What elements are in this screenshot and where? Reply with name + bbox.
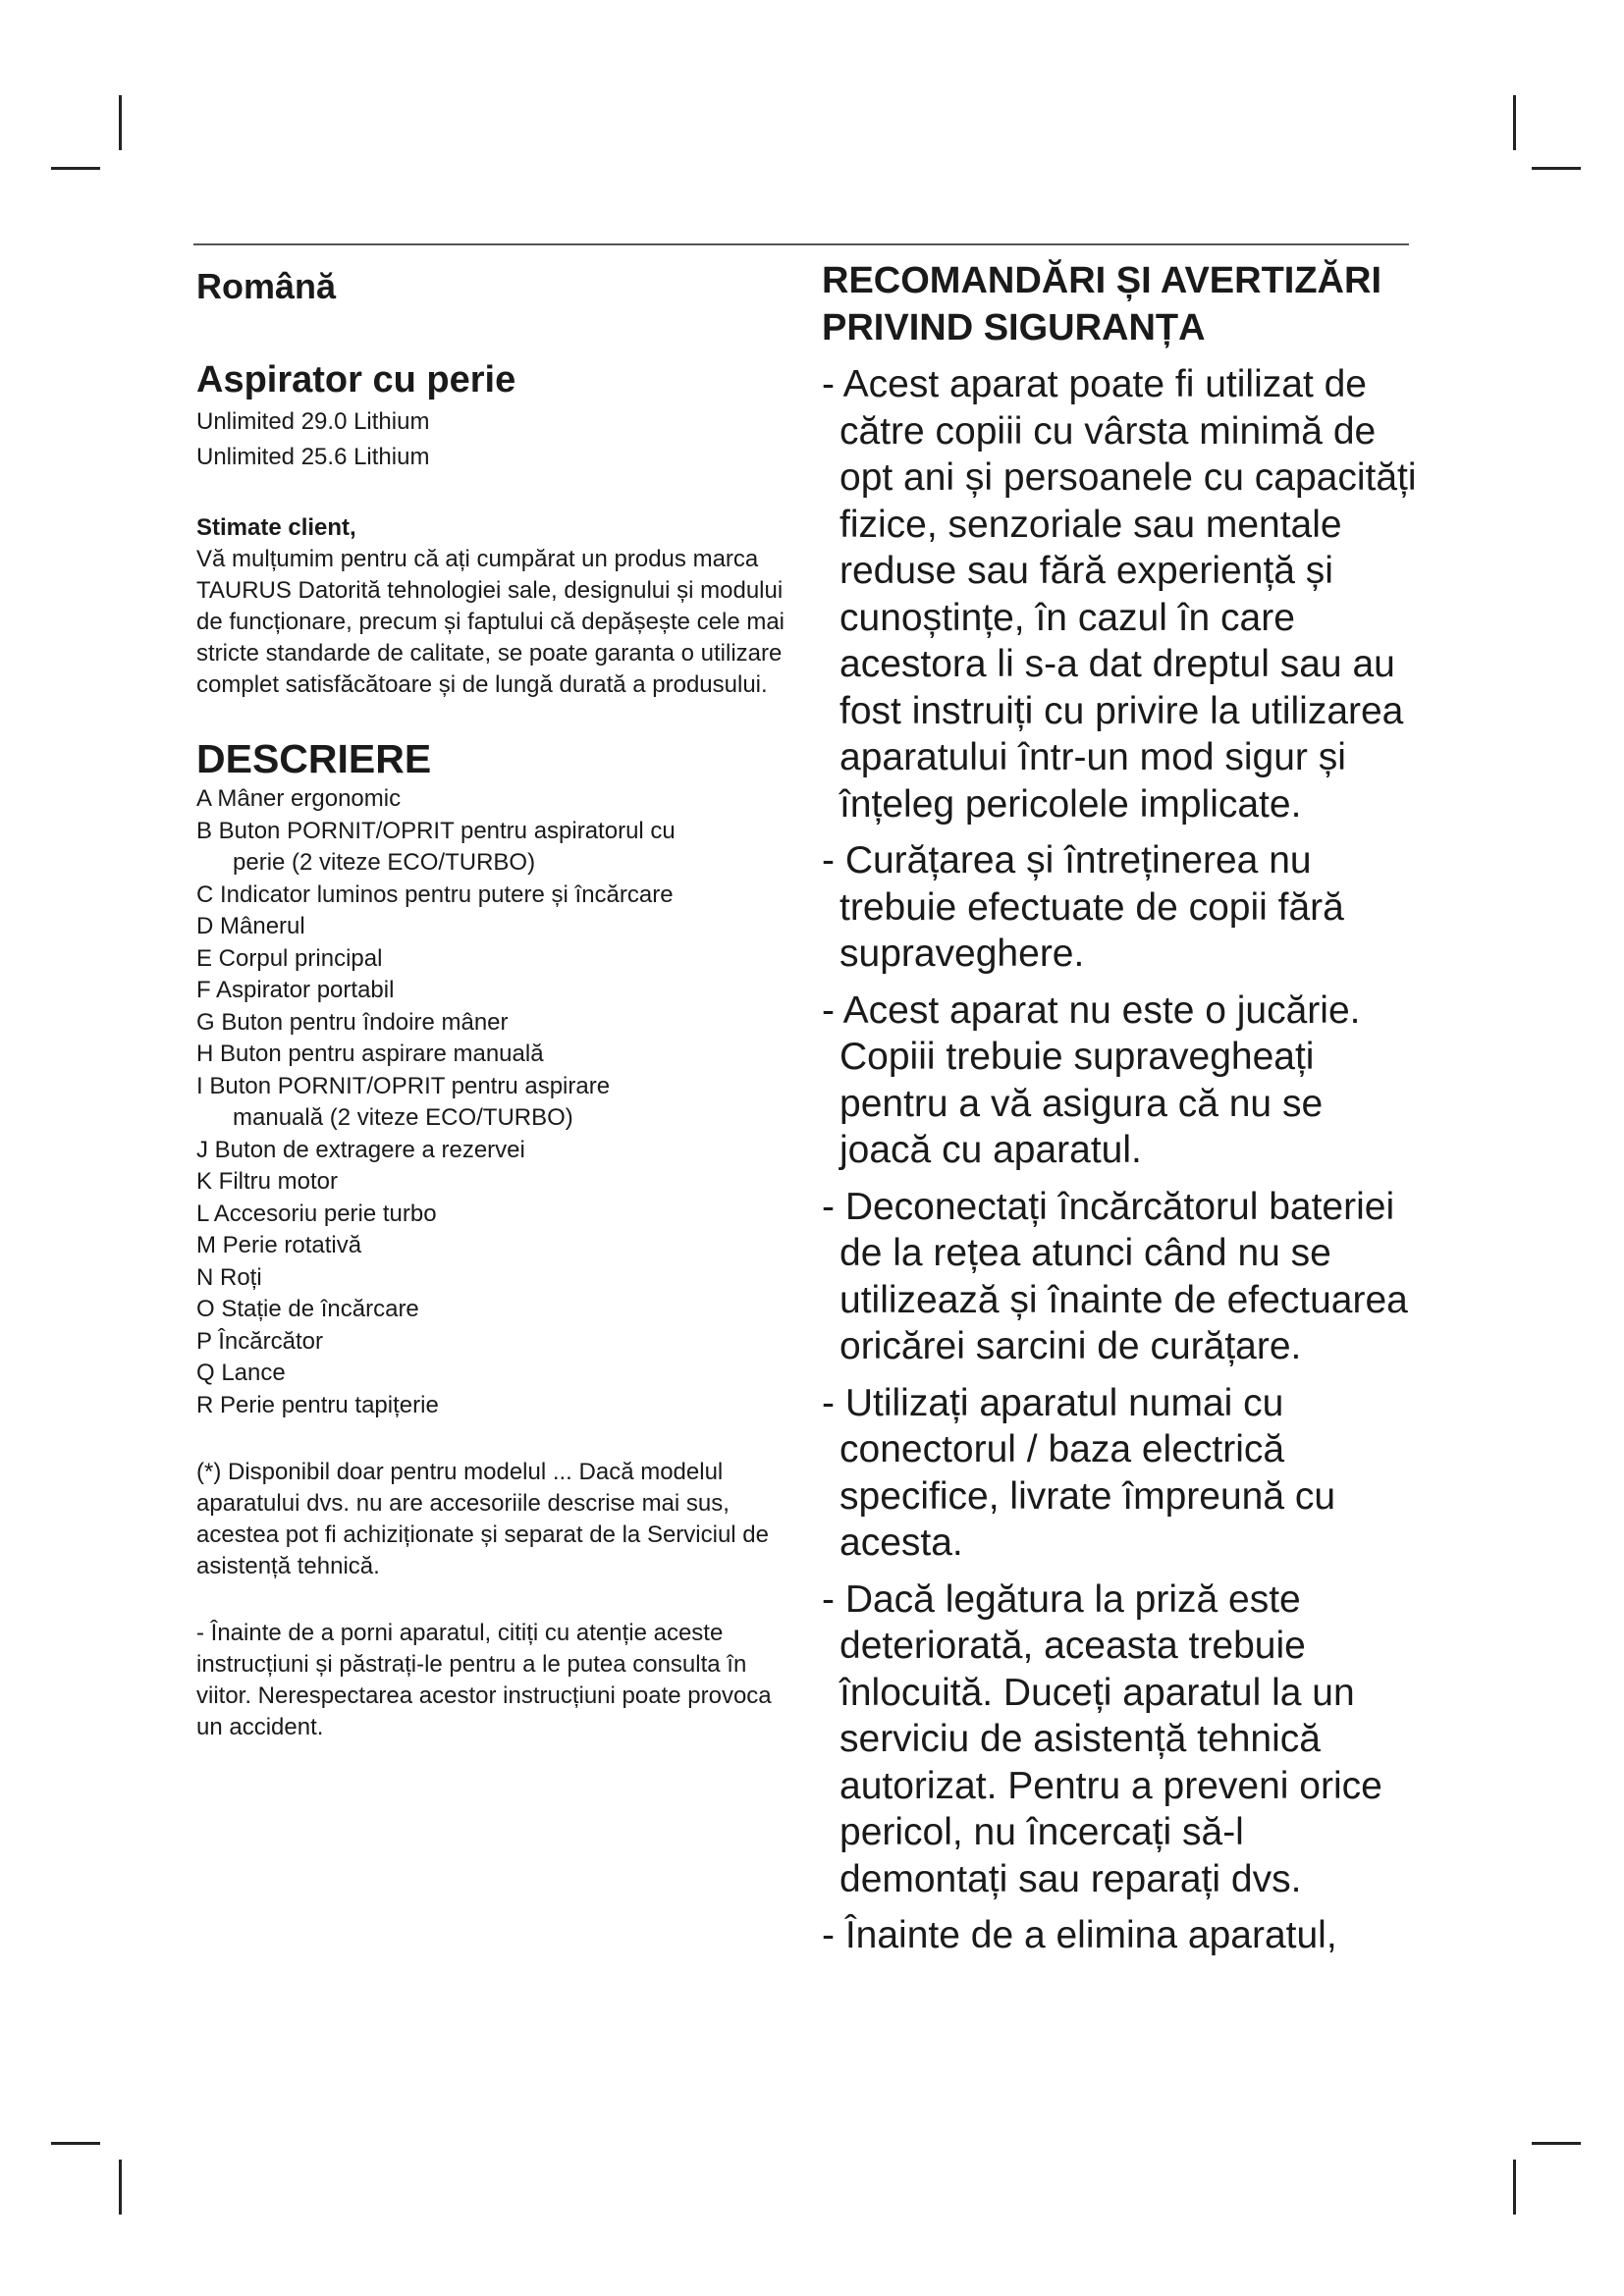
- crop-mark-bottom-left-horizontal: [51, 2142, 100, 2145]
- parts-list-item: O Stație de încărcare: [196, 1296, 419, 1322]
- description-heading: DESCRIERE: [196, 736, 432, 781]
- salutation: Stimate client,: [196, 514, 356, 541]
- parts-list-item: R Perie pentru tapițerie: [196, 1391, 439, 1418]
- parts-list-item: A Mâner ergonomic: [196, 785, 402, 812]
- parts-list-item: Q Lance: [196, 1360, 286, 1386]
- safety-heading: RECOMANDĂRI ȘI AVERTIZĂRI PRIVIND SIGURANȚA: [822, 260, 1381, 348]
- left-column: [196, 263, 795, 1743]
- parts-list-item: M Perie rotativă: [196, 1232, 362, 1258]
- safety-rule: - Curățarea și întreținerea nu trebuie efectuate de copii fără supraveghere.: [822, 839, 1344, 975]
- parts-list-item: G Buton pentru îndoire mâner: [196, 1008, 509, 1036]
- parts-list-item: I Buton PORNIT/OPRIT pentru aspirare manuală (2 viteze ECO/TURBO): [196, 1072, 611, 1131]
- parts-list-item: F Aspirator portabil: [196, 977, 395, 1003]
- model-name: Unlimited 25.6 Lithium: [196, 444, 430, 470]
- safety-rule: - Dacă legătura la priză este deteriorată, aceasta trebuie înlocuită. Duceți aparatul la un serviciu de asistență tehnică autorizat. Pentru a preveni orice pericol, nu încercați să-l demontați sau reparați dvs.: [822, 1577, 1382, 1900]
- parts-list-item: E Corpul principal: [196, 944, 383, 972]
- parts-list-item: D Mânerul: [196, 913, 305, 939]
- crop-mark-top-right-vertical: [1513, 95, 1516, 150]
- parts-list-item: H Buton pentru aspirare manuală: [196, 1041, 544, 1067]
- crop-mark-bottom-right-vertical: [1513, 2160, 1516, 2215]
- crop-mark-top-left-horizontal: [51, 167, 100, 170]
- safety-rule: - Acest aparat nu este o jucărie. Copiii trebuie supravegheați pentru a vă asigura că nu se joacă cu aparatul.: [822, 988, 1361, 1171]
- intro-paragraph: Vă mulțumim pentru că ați cumpărat un produs marca TAURUS Datorită tehnologiei sale, designului și modului de funcționare, precum și faptului că depășește cele mai stricte standarde de calitate, se poate garanta o utilizare complet satisfăcătoare și de lungă durată a produsului.: [196, 546, 785, 698]
- crop-mark-bottom-left-vertical: [119, 2160, 122, 2215]
- parts-list: [196, 783, 795, 1421]
- parts-list-item: L Accesoriu perie turbo: [196, 1200, 437, 1227]
- safety-rule: - Acest aparat poate fi utilizat de către copiii cu vârsta minimă de opt ani și persoanele cu capacități fizice, senzoriale sau mentale reduse sau fără experiență și cunoștințe, în cazul în care acestora li s-a dat dreptul sau au fost instruiți cu privire la utilizarea aparatului într-un mod sigur și înțeleg pericolele implicate.: [822, 363, 1417, 826]
- parts-list-item: K Filtru motor: [196, 1168, 339, 1195]
- read-instructions-warning: - Înainte de a porni aparatul, citiți cu atenție aceste instrucțiuni și păstrați-le pentru a le putea consulta în viitor. Nerespectarea acestor instrucțiuni poate provoca un accident.: [196, 1620, 772, 1740]
- crop-mark-bottom-right-horizontal: [1532, 2142, 1581, 2145]
- parts-list-item: C Indicator luminos pentru putere și încărcare: [196, 881, 674, 908]
- safety-rule: - Deconectați încărcătorul bateriei de la rețea atunci când nu se utilizează și înainte de efectuarea oricărei sarcini de curățare.: [822, 1185, 1408, 1367]
- parts-list-item: P Încărcător: [196, 1327, 323, 1355]
- product-title: Aspirator cu perie: [196, 359, 516, 400]
- safety-rule: - Înainte de a elimina aparatul,: [822, 1914, 1337, 1956]
- model-name: Unlimited 29.0 Lithium: [196, 408, 430, 435]
- parts-list-item: N Roți: [196, 1263, 262, 1291]
- parts-list-item: J Buton de extragere a rezervei: [196, 1136, 525, 1163]
- safety-rule: - Utilizați aparatul numai cu conectorul / baza electrică specifice, livrate împreună cu acesta.: [822, 1381, 1336, 1564]
- crop-mark-top-right-horizontal: [1532, 167, 1581, 170]
- availability-note: (*) Disponibil doar pentru modelul ... Dacă modelul aparatului dvs. nu are accesoriile descrise mai sus, acestea pot fi achiziționate și separat de la Serviciul de asistență tehnică.: [196, 1459, 769, 1579]
- language-heading: Română: [196, 266, 337, 306]
- crop-mark-top-left-vertical: [119, 95, 122, 150]
- header-rule: [193, 243, 1409, 245]
- right-column: [822, 257, 1421, 1969]
- parts-list-item: B Buton PORNIT/OPRIT pentru aspiratorul cu perie (2 viteze ECO/TURBO): [196, 817, 676, 876]
- safety-rules-list: [822, 361, 1421, 1959]
